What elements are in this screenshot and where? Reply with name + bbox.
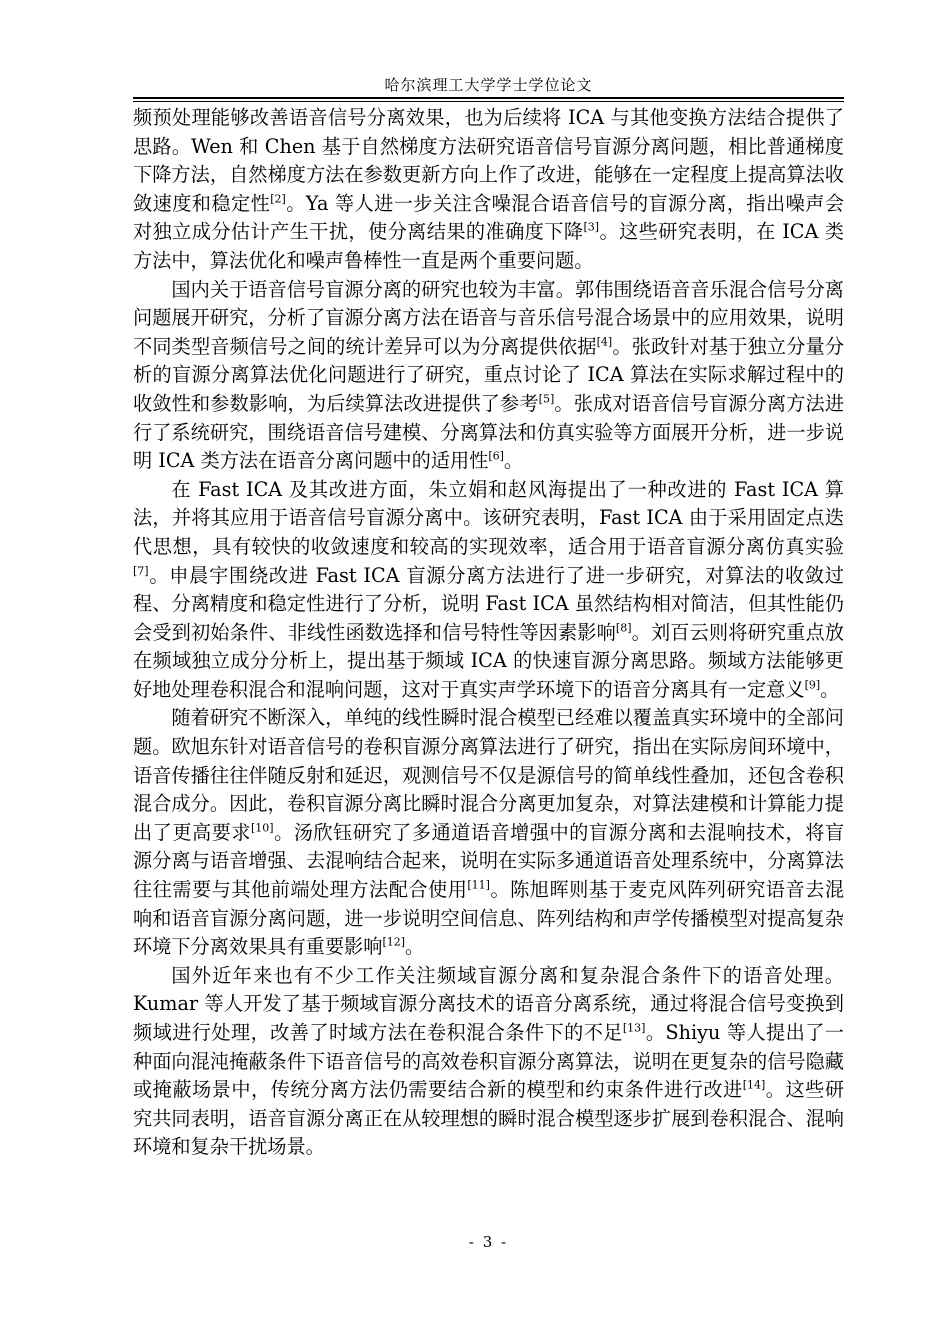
- text-run: 。刘百云则将研究重点放在频域独立成分分析上，提出基于频域 ICA 的快速盲源分离思路。频域方法能够更好地处理卷积混合和混响问题，这对于真实声学环境下的语音分离具有一定意义: [133, 620, 845, 701]
- header-rule-thin: [133, 101, 844, 102]
- paragraph: [133, 476, 844, 705]
- citation-ref: [6]: [488, 449, 504, 463]
- paragraph: [133, 704, 844, 961]
- citation-ref: [3]: [583, 220, 600, 234]
- citation-ref: [9]: [804, 678, 821, 692]
- text-run: 。: [503, 449, 524, 473]
- citation-ref: [11]: [467, 878, 490, 892]
- text-run: 频预处理能够改善语音信号分离效果，也为后续将 ICA 与其他变换方法结合提供了思路。Wen 和 Chen 基于自然梯度方法研究语音信号盲源分离问题，相比普通梯度下降方法，自然梯度方法在参数更新方向上作了改进，能够在一定程度上提高算法收敛速度和稳定性: [133, 106, 844, 215]
- text-run: 国外近年来也有不少工作关注频域盲源分离和复杂混合条件下的语音处理。Kumar 等人开发了基于频域盲源分离技术的语音分离系统，通过将混合信号变换到频域进行处理，改善了时域方法在卷积混合条件下的不足: [133, 963, 844, 1044]
- citation-ref: [5]: [538, 392, 555, 406]
- text-run: 随着研究不断深入，单纯的线性瞬时混合模型已经难以覆盖真实环境中的全部问题。欧旭东针对语音信号的卷积盲源分离算法进行了研究，指出在实际房间环境中，语音传播往往伴随反射和延迟，观测信号不仅是源信号的简单线性叠加，还包含卷积混合成分。因此，卷积盲源分离比瞬时混合分离更加复杂，对算法建模和计算能力提出了更高要求: [133, 706, 844, 844]
- page-number: - 3 -: [468, 1233, 509, 1251]
- text-run: 。: [820, 677, 840, 701]
- text-run: 。张政针对基于独立分量分析的盲源分离算法优化问题进行了研究，重点讨论了 ICA 算法在实际求解过程中的收敛性和参数影响，为后续算法改进提供了参考: [133, 334, 845, 415]
- body-text: [133, 104, 844, 1162]
- text-run: 。: [405, 935, 425, 959]
- text-run: 。这些研究表明，在 ICA 类方法中，算法优化和噪声鲁棒性一直是两个重要问题。: [133, 220, 844, 272]
- citation-ref: [13]: [622, 1021, 646, 1035]
- citation-ref: [8]: [615, 621, 632, 635]
- running-header: 哈尔滨理工大学学士学位论文: [384, 76, 593, 94]
- text-run: 。Ya 等人进一步关注含噪混合语音信号的盲源分离，指出噪声会对独立成分估计产生干扰，使分离结果的准确度下降: [133, 191, 845, 244]
- paragraph: [133, 276, 844, 476]
- paragraph: [133, 962, 844, 1162]
- text-run: 。申晨宇围绕改进 Fast ICA 盲源分离方法进行了进一步研究，对算法的收敛过程、分离精度和稳定性进行了分析，说明 Fast ICA 虽然结构相对简洁，但其性能仍会受到初始条件、非线性函数选择和信号特性等因素影响: [133, 563, 844, 644]
- header-rule-thick: [133, 97, 844, 99]
- paragraph: [133, 104, 844, 276]
- citation-ref: [12]: [382, 935, 406, 949]
- citation-ref: [4]: [596, 335, 613, 349]
- text-run: 在 Fast ICA 及其改进方面，朱立娟和赵风海提出了一种改进的 Fast ICA 算法，并将其应用于语音信号盲源分离中。该研究表明，Fast ICA 由于采用固定点迭代思想，具有较快的收敛速度和较高的实现效率，适合用于语音盲源分离仿真实验: [133, 477, 844, 558]
- text-run: 。陈旭晖则基于麦克风阵列研究语音去混响和语音盲源分离问题，进一步说明空间信息、阵列结构和声学传播模型对提高复杂环境下分离效果具有重要影响: [133, 878, 845, 959]
- text-run: 。Shiyu 等人提出了一种面向混沌掩蔽条件下语音信号的高效卷积盲源分离算法，说明在更复杂的信号隐藏或掩蔽场景中，传统分离方法仍需要结合新的模型和约束条件进行改进: [133, 1021, 844, 1102]
- text-run: 。张成对语音信号盲源分离方法进行了系统研究，围绕语音信号建模、分离算法和仿真实验等方面展开分析，进一步说明 ICA 类方法在语音分离问题中的适用性: [133, 391, 845, 473]
- text-run: 。汤欣钰研究了多通道语音增强中的盲源分离和去混响技术，将盲源分离与语音增强、去混响结合起来，说明在实际多通道语音处理系统中，分离算法往往需要与其他前端处理方法配合使用: [133, 820, 845, 902]
- citation-ref: [10]: [251, 821, 274, 835]
- text-run: 国内关于语音信号盲源分离的研究也较为丰富。郭伟围绕语音音乐混合信号分离问题展开研究，分析了盲源分离方法在语音与音乐信号混合场景中的应用效果，说明不同类型音频信号之间的统计差异可以为分离提供依据: [133, 277, 844, 358]
- citation-ref: [14]: [742, 1078, 766, 1092]
- citation-ref: [2]: [270, 192, 286, 206]
- text-run: 。这些研究共同表明，语音盲源分离正在从较理想的瞬时混合模型逐步扩展到卷积混合、混响环境和复杂干扰场景。: [133, 1078, 845, 1159]
- citation-ref: [7]: [133, 564, 149, 578]
